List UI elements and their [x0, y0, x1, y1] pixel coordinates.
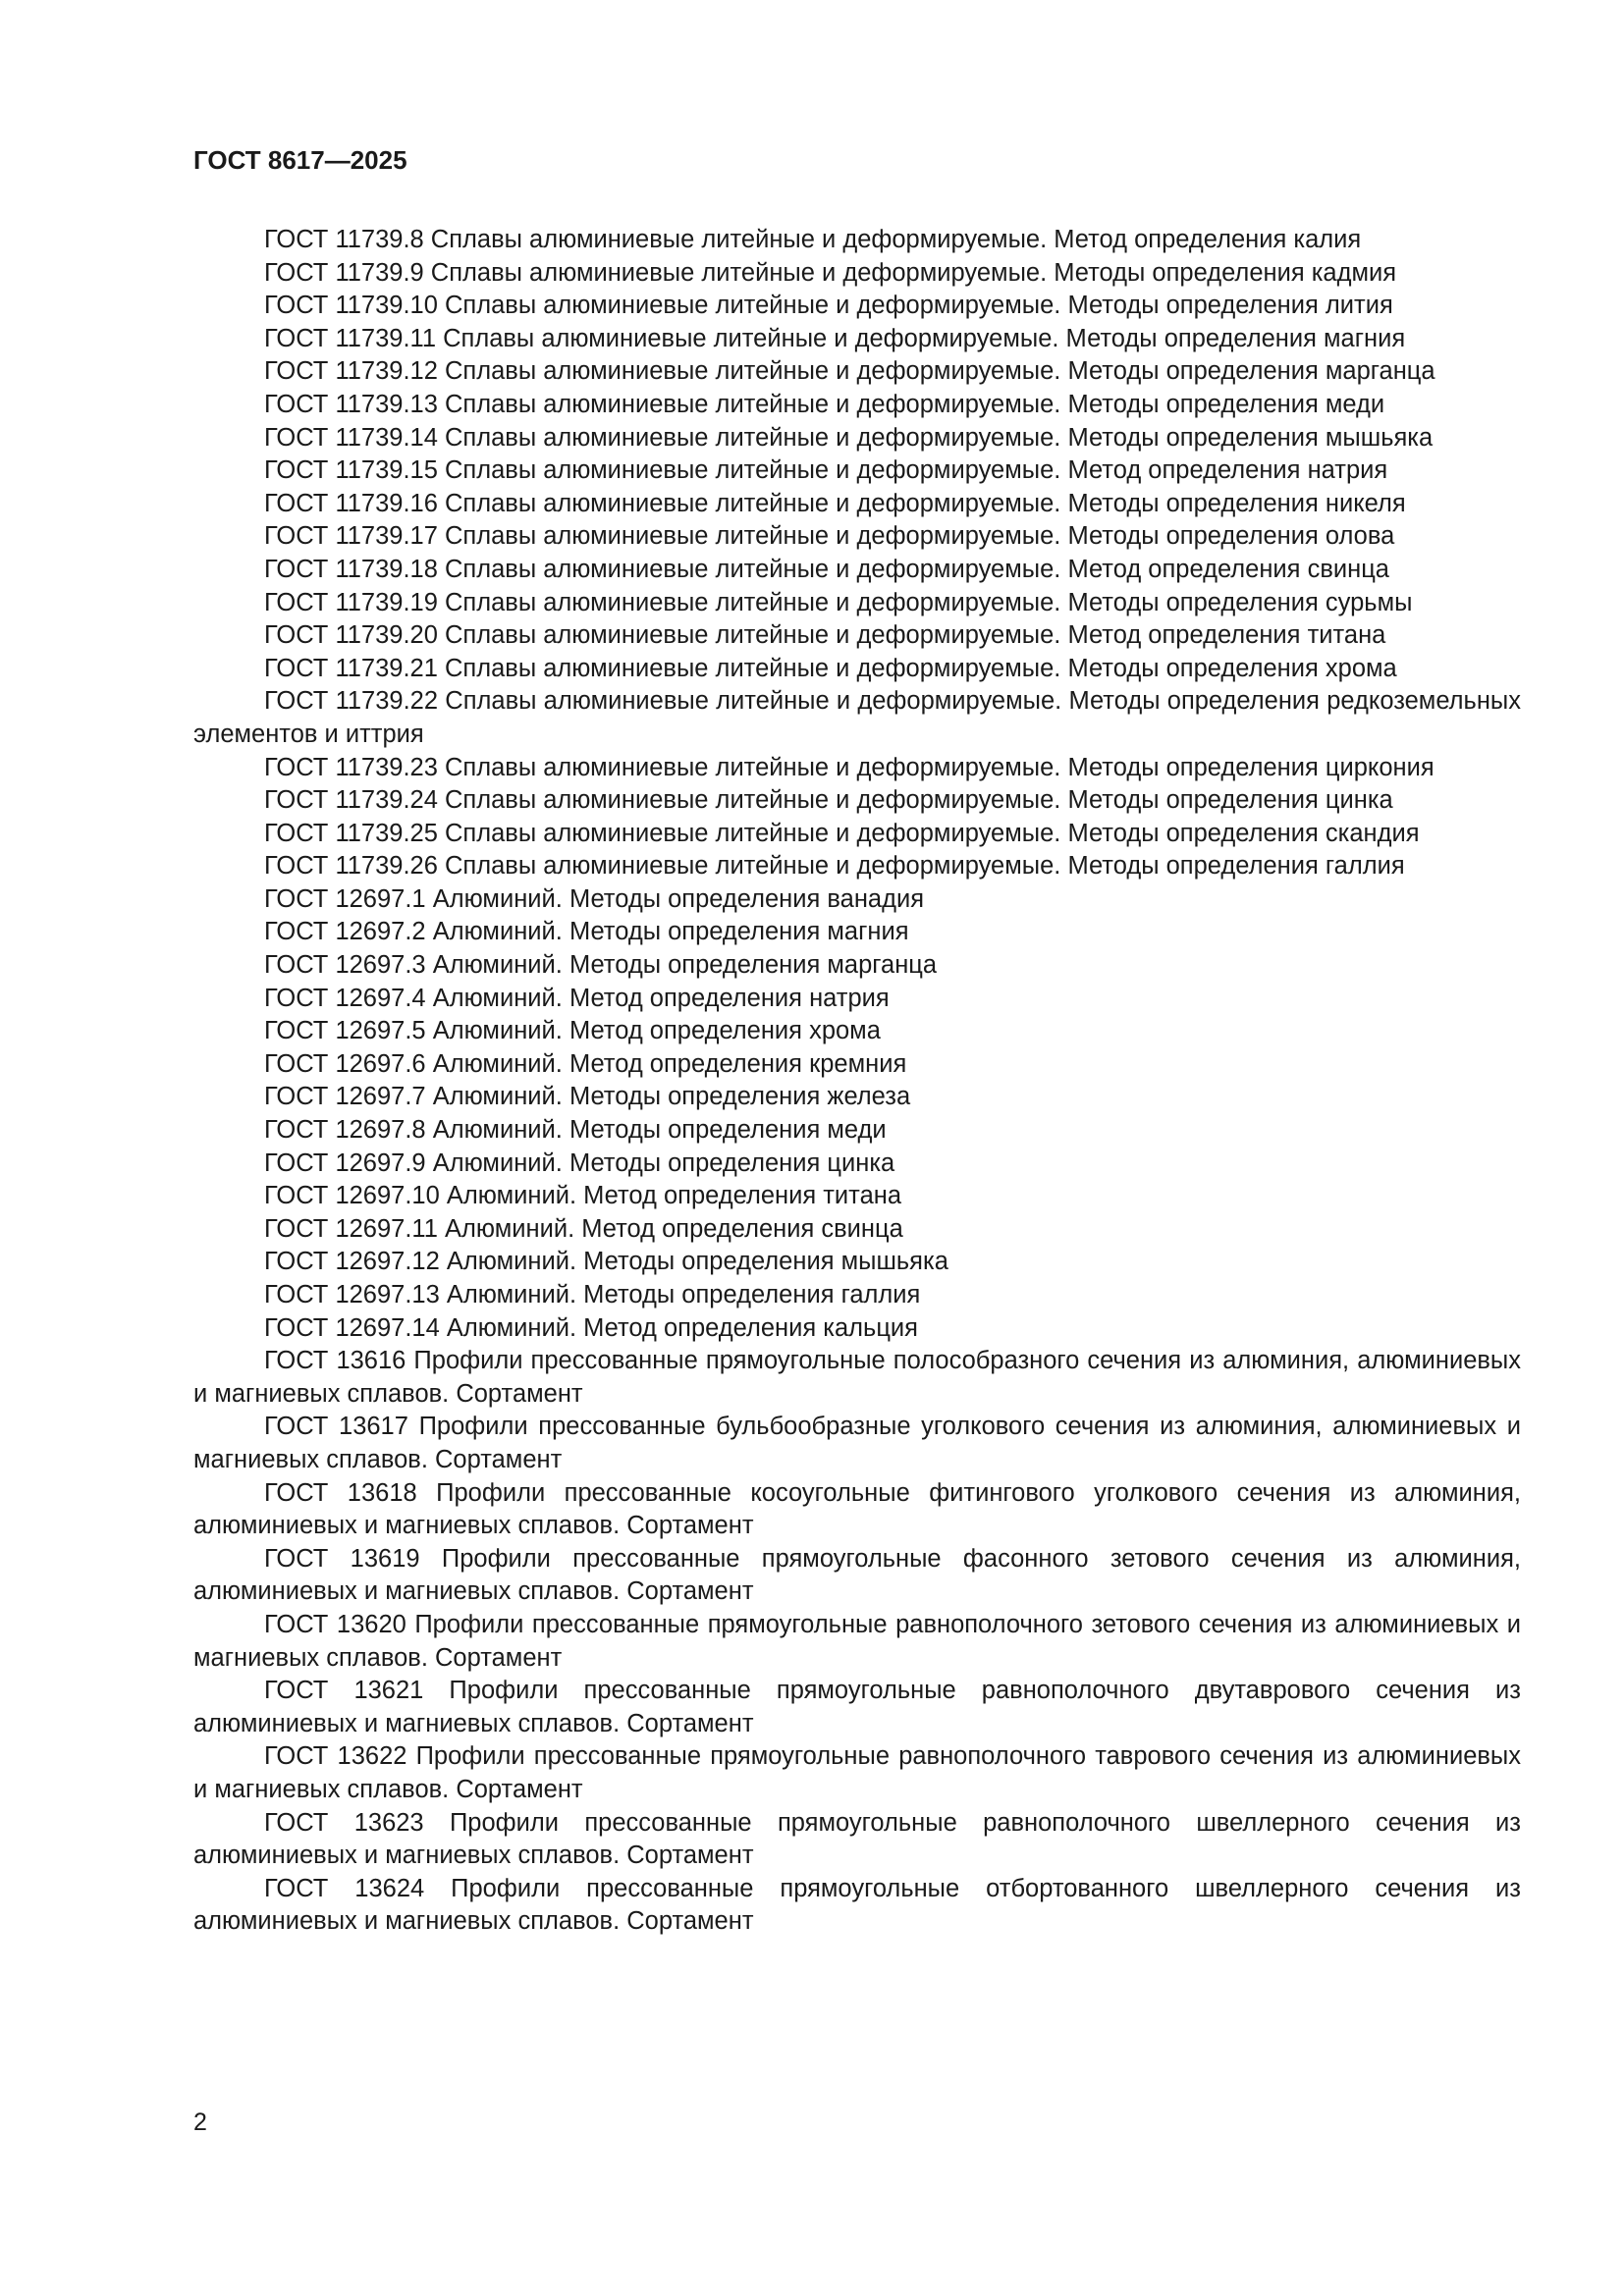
reference-item: ГОСТ 11739.23 Сплавы алюминиевые литейные и деформируемые. Методы определения циркония — [264, 753, 1435, 781]
reference-item: ГОСТ 13622 Профили прессованные прямоугольные равнополочного таврового сечения из алюминиевых и магниевых сплавов. Сортамент — [193, 1742, 1521, 1803]
reference-item: ГОСТ 11739.25 Сплавы алюминиевые литейные и деформируемые. Методы определения скандия — [264, 819, 1420, 847]
reference-item: ГОСТ 11739.16 Сплавы алюминиевые литейные и деформируемые. Методы определения никеля — [264, 489, 1406, 517]
reference-item: ГОСТ 12697.3 Алюминий. Методы определения марганца — [264, 951, 938, 980]
reference-item: ГОСТ 11739.18 Сплавы алюминиевые литейные и деформируемые. Метод определения свинца — [264, 555, 1389, 583]
reference-item: ГОСТ 12697.2 Алюминий. Методы определения магния — [264, 918, 909, 946]
normative-references-list — [193, 224, 1521, 1939]
reference-item: ГОСТ 11739.24 Сплавы алюминиевые литейные и деформируемые. Методы определения цинка — [264, 786, 1393, 815]
reference-item: ГОСТ 11739.13 Сплавы алюминиевые литейные и деформируемые. Методы определения меди — [264, 390, 1385, 418]
reference-item: ГОСТ 11739.21 Сплавы алюминиевые литейные и деформируемые. Методы определения хрома — [264, 654, 1397, 682]
reference-item: ГОСТ 13617 Профили прессованные бульбообразные уголкового сечения из алюминия, алюминиевых и магниевых сплавов. Сортамент — [193, 1413, 1521, 1473]
reference-item: ГОСТ 12697.6 Алюминий. Метод определения кремния — [264, 1049, 907, 1078]
reference-item: ГОСТ 13620 Профили прессованные прямоугольные равнополочного зетового сечения из алюминиевых и магниевых сплавов. Сортамент — [193, 1610, 1521, 1672]
reference-item: ГОСТ 12697.13 Алюминий. Методы определения галлия — [264, 1281, 921, 1308]
reference-item: ГОСТ 11739.11 Сплавы алюминиевые литейные и деформируемые. Методы определения магния — [264, 324, 1406, 352]
reference-item: ГОСТ 11739.9 Сплавы алюминиевые литейные и деформируемые. Методы определения кадмия — [264, 258, 1397, 287]
reference-item: ГОСТ 11739.26 Сплавы алюминиевые литейные и деформируемые. Методы определения галлия — [264, 852, 1405, 881]
reference-item: ГОСТ 11739.15 Сплавы алюминиевые литейные и деформируемые. Метод определения натрия — [264, 456, 1388, 485]
reference-item: ГОСТ 13616 Профили прессованные прямоугольные полособразного сечения из алюминия, алюминиевых и магниевых сплавов. Сортамент — [193, 1347, 1521, 1408]
reference-item: ГОСТ 11739.20 Сплавы алюминиевые литейные и деформируемые. Метод определения титана — [264, 621, 1386, 650]
reference-item: ГОСТ 13618 Профили прессованные косоугольные фитингового уголкового сечения из алюминия, алюминиевых и магниевых сплавов. Сортамент — [193, 1478, 1521, 1540]
reference-item: ГОСТ 12697.14 Алюминий. Метод определения кальция — [264, 1313, 918, 1342]
reference-item: ГОСТ 13624 Профили прессованные прямоугольные отбортованного швеллерного сечения из алюминиевых и магниевых сплавов. Сортамент — [193, 1874, 1521, 1936]
reference-item: ГОСТ 12697.10 Алюминий. Метод определения титана — [264, 1182, 902, 1210]
reference-item: ГОСТ 11739.10 Сплавы алюминиевые литейные и деформируемые. Методы определения лития — [264, 292, 1393, 320]
page-number: 2 — [193, 2109, 207, 2136]
reference-item: ГОСТ 11739.19 Сплавы алюминиевые литейные и деформируемые. Методы определения сурьмы — [264, 588, 1413, 616]
reference-item: ГОСТ 12697.8 Алюминий. Методы определения меди — [264, 1116, 887, 1145]
reference-item: ГОСТ 11739.22 Сплавы алюминиевые литейные и деформируемые. Методы определения редкоземельных элементов и иттрия — [193, 687, 1521, 748]
reference-item: ГОСТ 12697.5 Алюминий. Метод определения хрома — [264, 1017, 881, 1045]
document-code-header: ГОСТ 8617—2025 — [193, 145, 407, 175]
reference-item: ГОСТ 13619 Профили прессованные прямоугольные фасонного зетового сечения из алюминия, алюминиевых и магниевых сплавов. Сортамент — [193, 1544, 1521, 1606]
reference-item: ГОСТ 12697.4 Алюминий. Метод определения натрия — [264, 984, 890, 1012]
reference-item: ГОСТ 11739.14 Сплавы алюминиевые литейные и деформируемые. Методы определения мышьяка — [264, 423, 1434, 452]
reference-item: ГОСТ 11739.12 Сплавы алюминиевые литейные и деформируемые. Методы определения марганца — [264, 357, 1435, 386]
reference-item: ГОСТ 11739.8 Сплавы алюминиевые литейные и деформируемые. Метод определения калия — [264, 226, 1362, 253]
reference-item: ГОСТ 11739.17 Сплавы алюминиевые литейные и деформируемые. Методы определения олова — [264, 522, 1395, 551]
reference-item: ГОСТ 12697.7 Алюминий. Методы определения железа — [264, 1083, 911, 1111]
reference-item: ГОСТ 13621 Профили прессованные прямоугольные равнополочного двутаврового сечения из алюминиевых и магниевых сплавов. Сортамент — [193, 1677, 1521, 1737]
reference-item: ГОСТ 13623 Профили прессованные прямоугольные равнополочного швеллерного сечения из алюминиевых и магниевых сплавов. Сортамент — [193, 1808, 1521, 1870]
reference-item: ГОСТ 12697.12 Алюминий. Методы определения мышьяка — [264, 1248, 948, 1276]
reference-item: ГОСТ 12697.1 Алюминий. Методы определения ванадия — [264, 884, 925, 913]
reference-item: ГОСТ 12697.9 Алюминий. Методы определения цинка — [264, 1148, 895, 1177]
reference-item: ГОСТ 12697.11 Алюминий. Метод определения свинца — [264, 1214, 903, 1243]
